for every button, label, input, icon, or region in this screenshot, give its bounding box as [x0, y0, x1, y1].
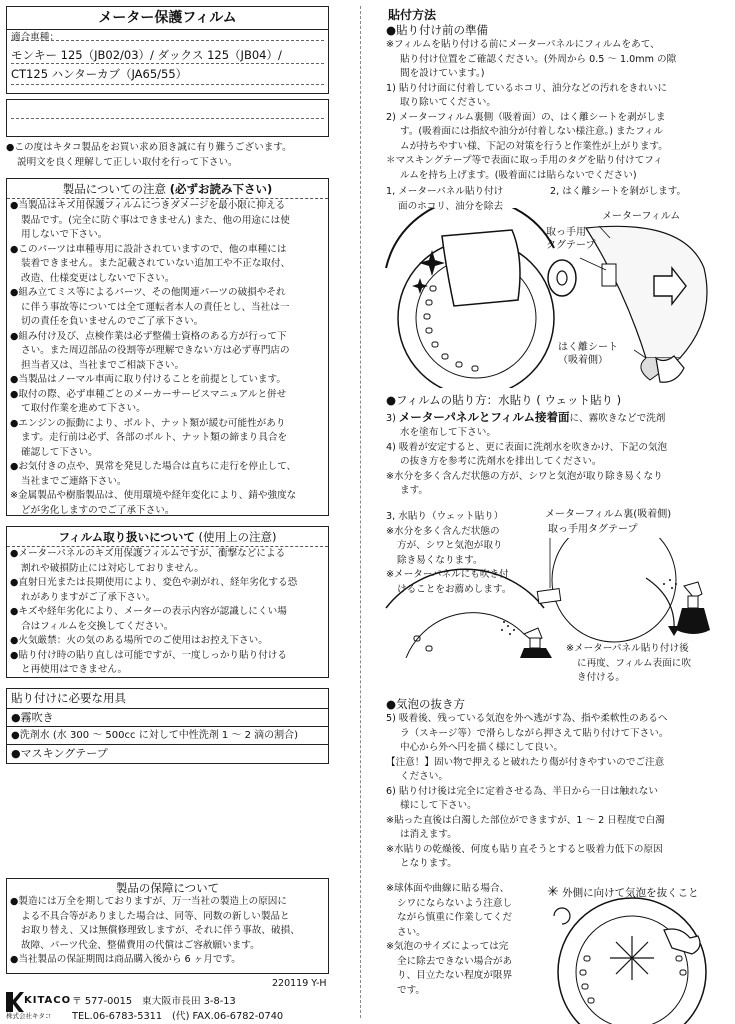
text-line: ●当製品はキズ用保護フィルムにつきダメージを最小限に抑える: [10, 200, 286, 211]
text-line: 改造、仕様変更はしないで下さい。: [21, 272, 175, 284]
label-release-sheet-sub: （吸着側）: [558, 355, 608, 366]
label-release-sheet: [558, 341, 618, 367]
tools-divider: [7, 708, 328, 709]
text-line: ながら慎重に作業してくだ: [397, 912, 513, 923]
text-line: 5) 吸着後、残っている気泡を外へ逃がす為、指や柔軟性のあるヘ: [386, 713, 668, 724]
caution-title-main: 製品についての注意: [62, 182, 167, 196]
cleaning-cloth: [442, 230, 520, 306]
text-line: ※フィルムを貼り付ける前にメーターパネルにフィルムをあて、: [386, 39, 660, 50]
compatible-models-label: 適合車種：: [11, 32, 59, 43]
text-line: 3, 水貼り（ウェット貼り）: [386, 511, 504, 522]
text-line: です。: [397, 984, 426, 996]
doc-code: 220119 Y-H: [272, 978, 327, 989]
text-line: ●取付の際、必ず車種ごとのメーカーサービスマニュアルと併せ: [10, 388, 287, 400]
text-line: ※水分を多く含んだ状態の方が、シワと気泡が取り除き易くなり: [386, 470, 663, 482]
text-line: 4) 吸着が安定すると、更に表面に洗剤水を吹きかけ、下記の気泡: [386, 441, 668, 453]
text-line: ※気泡のサイズによっては完: [386, 941, 509, 952]
label-tag-tape-2: 取っ手用タグテープ: [548, 524, 638, 535]
logo-subtext: 株式会社キタコ: [6, 1012, 52, 1020]
text-line: 製品です。(完全に防ぐ事はできません) また、他の用途には使: [21, 214, 290, 226]
handling-list: [10, 547, 328, 678]
handling-title-sub: (使用上の注意): [198, 530, 277, 544]
text-line: 水を塗布して下さい。: [400, 427, 496, 438]
tag-tape-shape: [602, 264, 616, 286]
label-film-back: メーターフィルム裏(吸着側): [545, 509, 672, 520]
text-line: て取付作業を進めて下さい。: [21, 403, 146, 414]
step1-caption-line: 1, メーターパネル貼り付け: [386, 186, 504, 197]
text-line: り、目立たない程度が限界: [397, 970, 513, 981]
text-line: に伴う事故等については全て運転者本人の責任とし、当社は一: [21, 301, 290, 313]
text-line: ●貼り付け時の貼り直しは可能ですが、一度しっかり貼り付ける: [10, 649, 287, 661]
text-line: シワにならないよう注意し: [397, 897, 513, 909]
intro-line: 説明文を良く理解して正しい取付を行って下さい。: [17, 156, 238, 168]
text-line: さい。: [397, 926, 426, 938]
bubble-list: [386, 712, 728, 872]
meter-outline: [386, 569, 544, 608]
text-line: 用しないで下さい。: [21, 229, 108, 240]
text-line: 合はフィルムを交換してください。: [21, 620, 174, 632]
tool-item-masking-tape: ●マスキングテープ: [11, 747, 108, 760]
product-header-box: [6, 6, 329, 94]
text-line: れがありますがご了承下さい。: [21, 591, 156, 603]
text-line: 中心から外へ円を描く様にして良い。: [400, 742, 564, 753]
text-line: は消えます。: [400, 829, 457, 840]
text-line: けることをお薦めします。: [397, 583, 512, 595]
label-tag-line: タグテープ: [546, 240, 596, 251]
prep-title: ●貼り付け前の準備: [386, 23, 489, 37]
caution-list: [10, 199, 328, 518]
text-line: 除き易くなります。: [397, 554, 483, 566]
asterisk-icon: ✳: [547, 884, 559, 900]
text-line: き付ける。: [577, 672, 625, 683]
dotted-line: [11, 63, 324, 64]
text-line: の抜き方を参考に洗剤水を排出してください。: [400, 456, 602, 467]
text-line: ●お気付きの点や、異常を発見した場合は直ちに走行を停止して、: [10, 461, 297, 472]
text-line: ●製造には万全を期しておりますが、万一当社の製造上の原因に: [10, 896, 287, 907]
dotted-line: [11, 84, 324, 85]
wet-title: ●フィルムの貼り方：水貼り ( ウェット貼り ): [386, 393, 622, 407]
text-line: ※水貼りの乾燥後、何度も貼り直そうとすると吸着力低下の原因: [386, 843, 663, 855]
text-line: どが劣化しますのでご了承下さい。: [21, 504, 175, 516]
spray-mist: [663, 579, 677, 589]
text-line: ●当製品はノーマル車両に取り付けることを前提としています。: [10, 374, 286, 385]
text-line: ●組み立てミス等によるパーツ、その他関連パーツの破損やそれ: [10, 287, 286, 298]
text-line: 様にして下さい。: [400, 800, 477, 811]
text-line: ●当社製品の保証期間は商品購入後から 6 ヶ月です。: [10, 954, 241, 965]
text-line: ※貼った直後は白濁した部位ができますが、1 ～ 2 日程度で白濁: [386, 814, 665, 826]
handling-box: [6, 526, 329, 678]
text-line: ます。走行前は必ず、各部のボルト、ナット類の締まり具合を: [21, 432, 288, 443]
wet-step3: [386, 410, 728, 427]
tag-tape-shape: [537, 589, 560, 604]
wet-list: [386, 426, 728, 499]
spray-mist: [501, 621, 515, 635]
blank-note-box: [6, 99, 329, 137]
procedure-title: 貼付方法: [388, 8, 437, 22]
text-line: ●メーターパネルのキズ用保護フィルムですが、衝撃などによる: [10, 548, 286, 559]
spray-bottle-icon: [676, 582, 710, 634]
bubble-tip-text: 外側に向けて気泡を抜くこと: [562, 887, 699, 899]
text-line: ください。: [400, 771, 448, 782]
bubble-illustration: [540, 896, 730, 1024]
title-divider: [7, 29, 328, 30]
text-line: 貼り付け位置をご確認ください。(外周から 0.5 ～ 1.0mm の隙: [400, 53, 677, 65]
warranty-list: [10, 895, 328, 968]
spray-note: [566, 642, 728, 686]
meter-segment-icons: [580, 956, 686, 1003]
intro-line: ●この度はキタコ製品をお買い求め頂き誠に有り難うございます。: [6, 142, 292, 153]
company-address: 〒 577-0015 東大阪市長田 3-8-13: [72, 996, 236, 1007]
wet-step3-emphasis: メーターパネルとフィルム接着面: [398, 410, 570, 424]
text-line: 取り除いてください。: [400, 97, 496, 108]
label-meter-film: メーターフィルム: [602, 211, 681, 222]
text-line: 1) 貼り付け面に付着しているホコリ、油分などの汚れをきれいに: [386, 82, 668, 94]
text-line: となります。: [400, 858, 457, 869]
text-line: 6) 貼り付け後は完全に定着させる為、半日から一日は触れない: [386, 785, 658, 797]
tools-box: [6, 688, 329, 764]
text-line: ムが持ちやすい様、下記の対策を行うと作業性が上がります。: [400, 140, 668, 152]
product-caution-box: [6, 178, 329, 516]
step3-illustration: [384, 538, 724, 658]
text-line: お取り替え、又は無償修理致しますが、それに伴う事故、破損、: [21, 925, 300, 936]
text-line: ※メーターパネル貼り付け後: [566, 643, 689, 654]
text-line: に再度、フィルム表面に吹: [577, 657, 691, 669]
spray-bottle-icon: [520, 628, 552, 658]
text-line: 故障、パーツ代金、整備費用の代償はご容赦願います。: [21, 939, 260, 951]
intro-text: [6, 141, 331, 170]
kitaco-mark-icon: [6, 992, 24, 1012]
meter-film-shape: [586, 226, 707, 358]
final-notes: [386, 882, 532, 998]
company-phone: TEL.06-6783-5311 (代) FAX.06-6782-0740: [72, 1011, 284, 1022]
text-line: 【注意！】固い物で押えると破れたり傷が付きやすいのでご注意: [386, 756, 665, 768]
caution-title-emphasis: (必ずお読み下さい): [169, 182, 273, 196]
text-line: ※水分を多く含んだ状態の: [386, 525, 500, 537]
film-back-shape: [552, 538, 676, 642]
step1-caption-line: 面のホコリ、油分を除去: [398, 200, 504, 212]
tape-roll-core: [557, 271, 567, 285]
dotted-line: [11, 118, 324, 119]
product-title: メーター保護フィルム: [98, 10, 237, 26]
text-line: ※球体面や曲線に貼る場合、: [386, 883, 510, 894]
tools-title: 貼り付けに必要な用具: [11, 691, 126, 705]
text-line: ●火気厳禁：火の気のある場所でのご使用はお控え下さい。: [10, 635, 268, 646]
text-line: 装着できません。また記載されていない追加工や不正な取付、: [21, 258, 291, 269]
compatible-models-line1: モンキー 125（JB02/03）/ ダックス 125（JB04）/: [11, 48, 282, 62]
text-line: 方が、シワと気泡が取り: [397, 540, 503, 551]
text-line: ※メーターパネルにも吹き付: [386, 569, 509, 580]
text-line: ●このパーツは車種専用に設計されていますので、他の車種には: [10, 243, 287, 255]
warranty-box: [6, 878, 329, 974]
label-release-sheet-main: はく離シート: [558, 342, 618, 353]
text-line: す。(吸着面には指紋や油分が付着しない様注意。) またフィル: [400, 126, 664, 137]
wet-step3-rest: に、霧吹きなどで洗剤: [569, 413, 666, 424]
compatible-models-line2: CT125 ハンターカブ（JA65/55）: [11, 67, 188, 81]
handling-title-main: フィルム取り扱いについて: [58, 530, 195, 544]
logo-text: KITACO: [24, 995, 72, 1006]
text-line: ルムを持ち上げます。(吸着面には貼らないでください): [400, 169, 637, 181]
text-line: ●組み付け及び、点検作業は必ず整備士資格のある方が行って下: [10, 330, 287, 342]
column-divider: [360, 6, 361, 1018]
handling-title: [7, 529, 328, 545]
label-tag-tape: [546, 226, 596, 252]
text-line: よる不具合等がありました場合は、同等、同数の新しい製品と: [21, 910, 290, 922]
text-line: 2) メーターフィルム裏側（吸着面）の、はく離シートを剥がしま: [386, 111, 666, 123]
text-line: ●キズや経年劣化により、メーターの表示内容が認識しにくい場: [10, 606, 287, 617]
kitaco-logo: [6, 992, 72, 1020]
bubble-title: ●気泡の抜き方: [386, 697, 466, 711]
step2-caption: 2, はく離シートを剝がします。: [550, 186, 687, 197]
text-line: ●エンジンの振動により、ボルト、ナット類が緩む可能性があり: [10, 417, 286, 429]
text-line: ●直射日光または長期使用により、変色や剥がれ、経年劣化する恐: [10, 577, 298, 588]
text-line: 割れや破損防止には対応しておりません。: [21, 562, 204, 574]
tool-item-detergent: ●洗剤水 (水 300 ～ 500cc に対して中性洗剤 1 ～ 2 滴の割合): [11, 730, 299, 741]
text-line: ＊マスキングテープ等で表面に取っ手用のタグを貼り付けてフィ: [386, 155, 663, 166]
hand-icon: [656, 356, 684, 382]
meter-segment-icons: [414, 636, 432, 651]
radial-arrows-icon: [610, 936, 654, 980]
text-line: ラ（スキージ等）で滑らしながら押さえて貼り付けて下さい。: [400, 727, 669, 739]
label-tag-line: 取っ手用: [546, 227, 586, 238]
text-line: さい。また周辺部品の役割等が理解できない方は必ず専門店の: [21, 345, 290, 356]
text-line: 間を設けています。): [400, 68, 485, 79]
rotate-arrow-icon: [554, 908, 570, 924]
text-line: と再使用はできません。: [21, 664, 128, 675]
text-line: 確認して下さい。: [21, 446, 98, 458]
caution-title: [7, 181, 328, 197]
prep-list: [386, 38, 728, 183]
text-line: ※金属製品や樹脂製品は、使用環境や経年変化により、錆や強度な: [10, 490, 297, 501]
tool-item-sprayer: ●霧吹き: [11, 711, 54, 724]
text-line: 当社までご連絡下さい。: [21, 475, 127, 487]
wet-step3-number: 3): [386, 413, 396, 424]
text-line: 全に除去できない場合があ: [397, 955, 513, 967]
warranty-title: 製品の保障について: [115, 881, 220, 895]
text-line: 切の責任を負いませんのでご了承下さい。: [21, 316, 204, 327]
text-line: ます。: [400, 485, 429, 496]
text-line: 担当者又は、当社までご相談下さい。: [21, 359, 185, 371]
meter-inner: [406, 613, 524, 658]
